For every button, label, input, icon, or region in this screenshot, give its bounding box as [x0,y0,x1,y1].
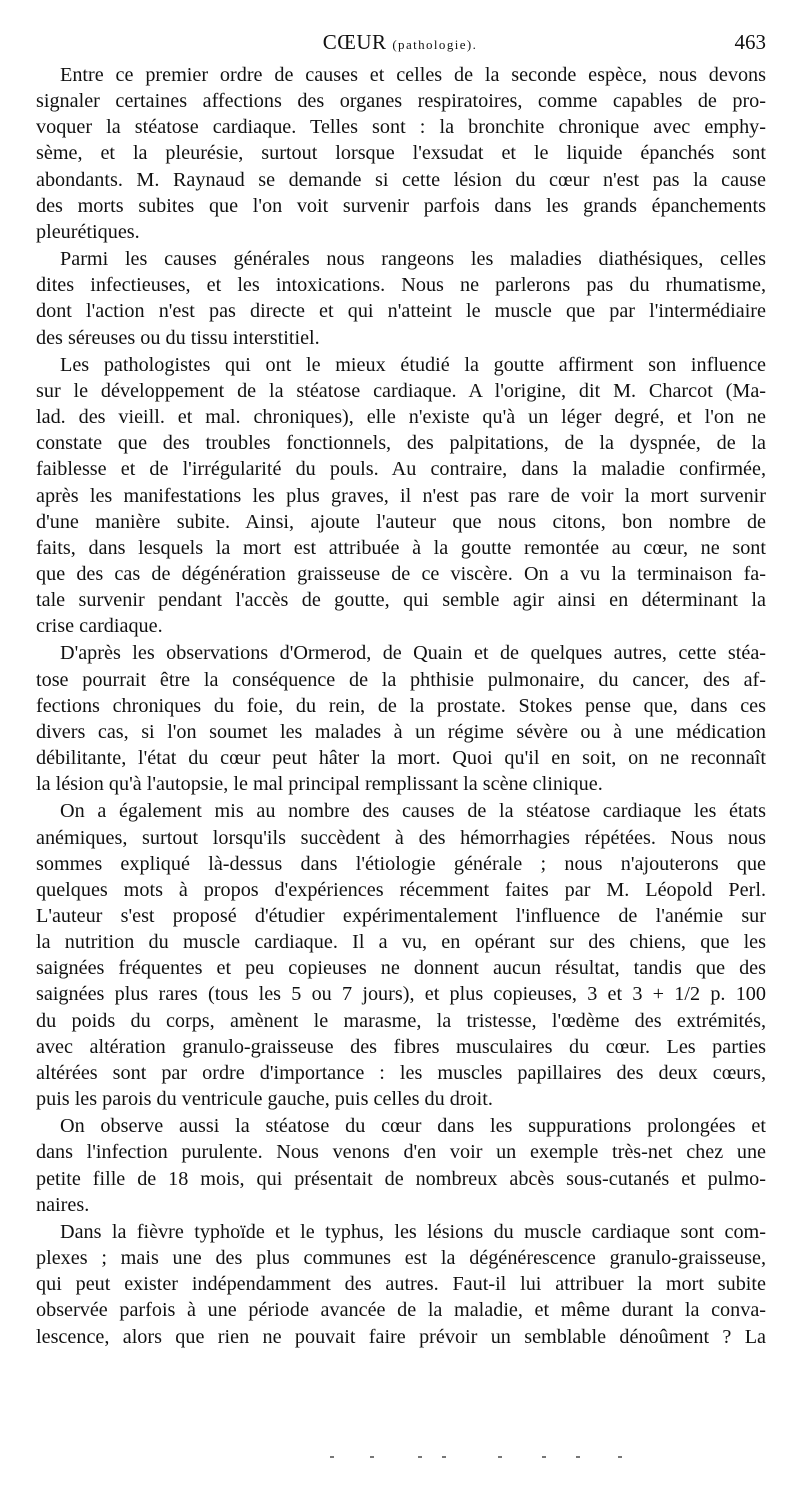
text-line: sommes expliqué là-dessus dans l'étiologie générale ; nous n'ajouterons que [36,852,766,875]
text-line: dont l'action n'est pas directe et qui n'atteint le muscle que par l'intermédiaire [36,300,766,323]
text-line: naires. [36,1193,90,1216]
paragraph [36,352,766,640]
text-line: après les manifestations les plus graves, il n'est pas rare de voir la mort survenir [36,484,766,507]
text-line: tose pourrait être la conséquence de la phthisie pulmonaire, du cancer, des af- [36,668,766,691]
text-line: la nutrition du muscle cardiaque. Il a vu, en opérant sur des chiens, que les [36,931,766,954]
text-line: puis les parois du ventricule gauche, puis celles du droit. [36,1088,493,1111]
text-line: du poids du corps, amènent le marasme, la tristesse, l'œdème des extrémités, [36,1009,766,1032]
running-title [0,30,800,55]
text-line: lescence, alors que rien ne pouvait faire prévoir un semblable dénoûment ? La [36,1325,766,1348]
text-line: abondants. M. Raynaud se demande si cette lésion du cœur n'est pas la cause [36,168,766,191]
scan-artifacts [330,1452,630,1460]
text-line: Dans la fièvre typhoïde et le typhus, les lésions du muscle cardiaque sont com- [60,1220,766,1243]
text-line: sème, et la pleurésie, surtout lorsque l'exsudat et le liquide épanchés sont [36,142,766,165]
text-line: faits, dans lesquels la mort est attribuée à la goutte remontée au cœur, ne sont [36,536,766,559]
text-line: saignées plus rares (tous les 5 ou 7 jours), et plus copieuses, 3 et 3 + 1/2 p. 100 [36,983,766,1006]
text-line: des séreuses ou du tissu interstitiel. [36,326,320,349]
paragraph [36,640,766,797]
text-line: D'après les observations d'Ormerod, de Quain et de quelques autres, cette stéa- [60,642,766,665]
text-line: pleurétiques. [36,220,140,243]
paragraph [36,1113,766,1218]
text-line: sur le développement de la stéatose cardiaque. A l'origine, dit M. Charcot (Ma- [36,379,766,402]
text-line: Entre ce premier ordre de causes et celles de la seconde espèce, nous devons [60,64,766,86]
text-line: avec altération granulo-graisseuse des fibres musculaires du cœur. Les parties [36,1035,766,1058]
text-line: plexes ; mais une des plus communes est la dégénérescence granulo-graisseuse, [36,1247,766,1270]
text-line: des morts subites que l'on voit survenir parfois dans les grands épanchements [36,194,766,217]
text-line: fections chroniques du foie, du rein, de la prostate. Stokes pense que, dans ces [36,694,766,717]
text-line: signaler certaines affections des organes respiratoires, comme capables de pro- [36,90,766,113]
text-line: lad. des vieill. et mal. chroniques), elle n'existe qu'à un léger degré, et l'on ne [36,406,766,429]
text-line: crise cardiaque. [36,615,163,638]
text-line: saignées fréquentes et peu copieuses ne donnent aucun résultat, tandis que des [36,957,766,980]
text-line: tale survenir pendant l'accès de goutte, qui semble agir ainsi en déterminant la [36,589,766,612]
page-body-text [36,62,766,1350]
text-line: faiblesse et de l'irrégularité du pouls. Au contraire, dans la maladie confirmée, [36,458,766,481]
paragraph [36,1219,766,1350]
text-line: quelques mots à propos d'expériences récemment faites par M. Léopold Perl. [36,878,766,901]
text-line: Parmi les causes générales nous rangeons les maladies diathésiques, celles [60,248,766,271]
text-line: On a également mis au nombre des causes de la stéatose cardiaque les états [60,800,766,823]
text-line: altérées sont par ordre d'importance : les muscles papillaires des deux cœurs, [36,1061,766,1084]
text-line: voquer la stéatose cardiaque. Telles sont : la bronchite chronique avec emphy- [36,116,766,139]
running-title-main: CŒUR [322,30,387,54]
text-line: L'auteur s'est proposé d'étudier expérimentalement l'influence de l'anémie sur [36,905,766,927]
page-number: 463 [734,30,766,54]
text-line: débilitante, l'état du cœur peut hâter la mort. Quoi qu'il en soit, on ne reconnaît [36,747,766,770]
text-line: dites infectieuses, et les intoxications. Nous ne parlerons pas du rhumatisme, [36,274,766,297]
text-line: divers cas, si l'on soumet les malades à un régime sévère ou à une médication [36,720,766,743]
text-line: anémiques, surtout lorsqu'ils succèdent à des hémorrhagies répétées. Nous nous [36,826,766,849]
text-line: dans l'infection purulente. Nous venons d'en voir un exemple très-net chez une [36,1141,766,1164]
text-line: la lésion qu'à l'autopsie, le mal principal remplissant la scène clinique. [36,773,603,796]
paragraph [36,798,766,1112]
text-line: observée parfois à une période avancée de la maladie, et même durant la conva- [36,1299,766,1322]
text-line: petite fille de 18 mois, qui présentait de nombreux abcès sous-cutanés et pulmo- [36,1167,766,1190]
running-header [0,28,800,58]
text-line: d'une manière subite. Ainsi, ajoute l'auteur que nous citons, bon nombre de [36,510,766,533]
text-line: qui peut exister indépendamment des autres. Faut-il lui attribuer la mort subite [36,1273,766,1296]
text-line: On observe aussi la stéatose du cœur dans les suppurations prolongées et [60,1115,766,1138]
text-line: que des cas de dégénération graisseuse de ce viscère. On a vu la terminaison fa- [36,562,766,585]
text-line: Les pathologistes qui ont le mieux étudié la goutte affirment son influence [60,353,766,376]
running-title-sub: (pathologie). [392,37,478,52]
text-line: constate que des troubles fonctionnels, des palpitations, de la dyspnée, de la [36,432,766,455]
paragraph [36,62,766,245]
paragraph [36,246,766,351]
